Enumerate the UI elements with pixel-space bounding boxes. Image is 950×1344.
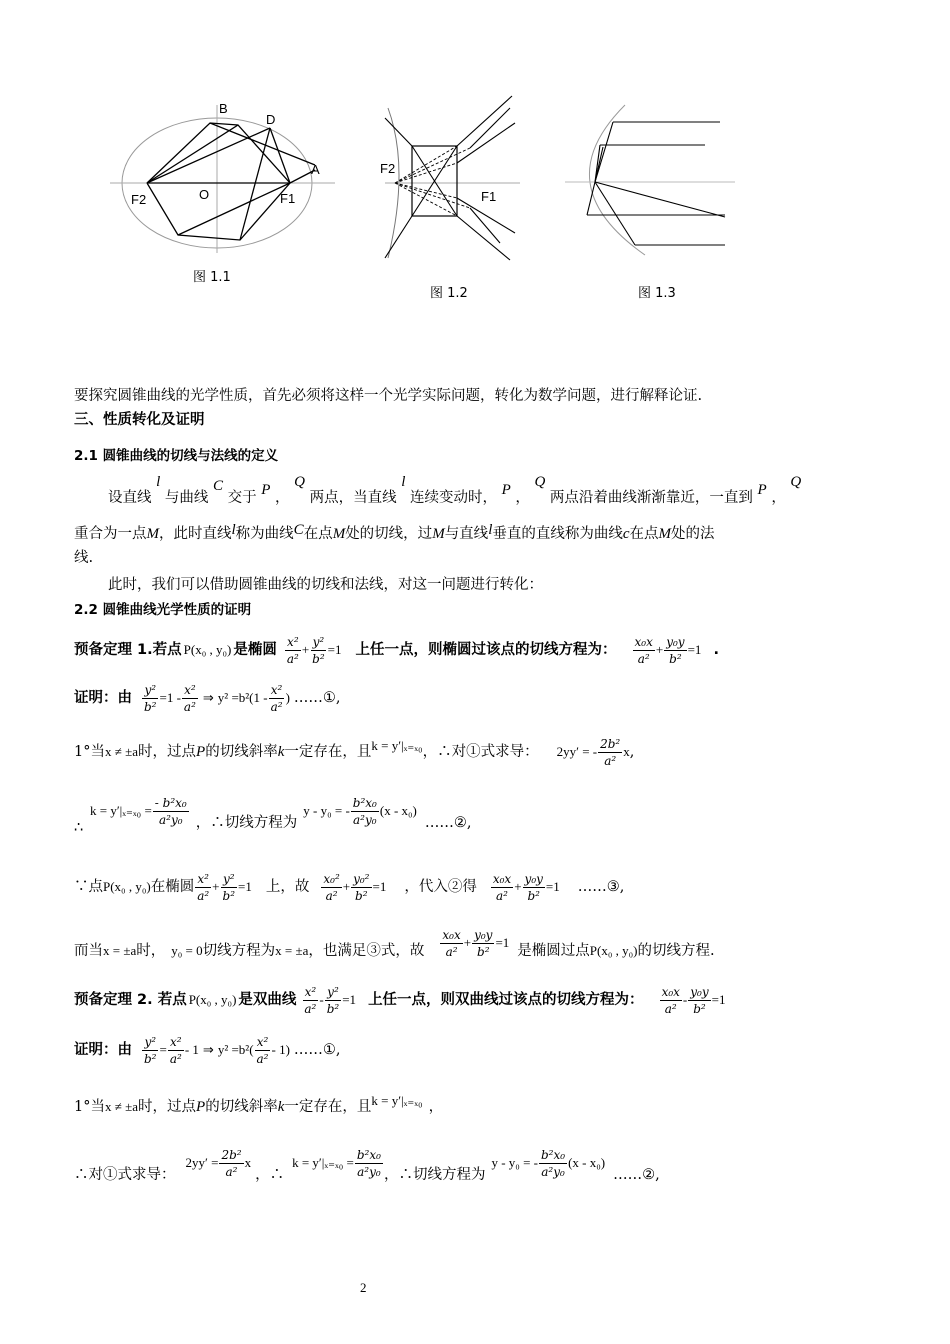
proof-1-line-5: 而当 x = ±a 时， y₀ = 0 切线方程为 x = ±a ，也满足③式，故 $\frac{\text{x₀x}}{\text{a²}}$ + $\frac{\text{y₀y}}{\text{b²}}$ =1 是椭圆过点 P(x₀ , y₀) 的切线方程. bbox=[74, 927, 715, 959]
proof-2-line-2: 1°当 x ≠ ±a 时，过点 P 的切线斜率 k 一定存在，且 k = y′|ₓ₌ₓ₀ ， bbox=[74, 1093, 444, 1115]
proof-1-line-2: 1°当 x ≠ ±a 时，过点 P 的切线斜率 k 一定存在，且 k = y′|ₓ₌ₓ₀ ，∴对①式求导： 2yy′ = - $\frac{\text{2b²}}{\text{a²}}$ x , bbox=[74, 736, 635, 768]
proof-1-line-4: ∵点 P(x₀ , y₀) 在椭圆 $\frac{\text{x²}}{\text{a²}}$ + $\frac{\text{y²}}{\text{b²}}$ =1 上，故 $\frac{\text{x₀²}}{\text{a²}}$ + $\frac{\text{y₀²}}{\text{b²}}$ =1 ，代入②得 $\frac{\text{x₀x}}{\text{a²}}$ + $\frac{\text{y₀y}}{\text{b²}}$ =1 ……③, bbox=[74, 871, 625, 903]
label-D: D bbox=[266, 112, 276, 127]
figure-hyperbola-diagram bbox=[380, 88, 530, 268]
intro-paragraph: 要探究圆锥曲线的光学性质，首先必须将这样一个光学实际问题，转化为数学问题，进行解释论证. bbox=[74, 388, 703, 404]
label-F1: F1 bbox=[280, 191, 296, 206]
label-A: A bbox=[311, 162, 320, 177]
lemma-1: 预备定理 1.若点 P(x₀ , y₀) 是椭圆 $\frac{\text{x²}}{\text{a²}}$ + $\frac{\text{y²}}{\text{b²}}$ =1 上任一点，则椭圆过该点的切线方程为： $\frac{\text{x₀x}}{\text{a²}}$ + $\frac{\text{y₀y}}{\text{b²}}$ =1 . bbox=[74, 634, 719, 666]
figure-1-3-caption: 图 1.3 bbox=[638, 286, 676, 301]
proof-1-line-1: 证明：由 $\frac{\text{y²}}{\text{b²}}$ =1 - $\frac{\text{x²}}{\text{a²}}$ ⇒ y² =b²(1 - $\frac{\text{x²}}{\text{a²}}$ ) ……①, bbox=[74, 682, 341, 714]
lemma-2: 预备定理 2. 若点 P(x₀ , y₀) 是双曲线 $\frac{\text{x²}}{\text{a²}}$ - $\frac{\text{y²}}{\text{b²}}$ =1 上任一点，则双曲线过该点的切线方程为： $\frac{\text{x₀x}}{\text{a²}}$ - $\frac{\text{y₀y}}{\text{b²}}$ =1 bbox=[74, 984, 726, 1016]
figure-1-1-caption: 图 1.1 bbox=[193, 270, 231, 285]
therefore-symbol: ∴ bbox=[74, 820, 84, 836]
label-F2-hyperbola: F2 bbox=[380, 161, 396, 176]
section-2-1-heading: 2.1 圆锥曲线的切线与法线的定义 bbox=[74, 448, 279, 464]
label-F2: F2 bbox=[131, 192, 147, 207]
proof-2-line-3: ∴对①式求导： 2yy′ = $\frac{\text{2b²}}{\text{a²}}$ x ，∴ k = y′|ₓ₌ₓ₀ = $\frac{\text{b²x₀}}{\text{a²y₀}}$ ，∴切线方程为 y - y₀ = - $\frac{\text{b²x₀}}{\text{a²y₀}}$ (x - x₀) ……②, bbox=[74, 1147, 660, 1183]
figure-parabola-diagram bbox=[565, 100, 735, 260]
proof-2-line-1: 证明：由 $\frac{\text{y²}}{\text{b²}}$ = $\frac{\text{x²}}{\text{a²}}$ - 1 ⇒ y² =b²( $\frac{\text{x²}}{\text{a²}}$ - 1) ……①, bbox=[74, 1034, 341, 1066]
definition-line-1: 设直线 l 与曲线 C 交于 P ， Q 两点，当直线 l 连续变动时， P ， Q 两点沿着曲线渐渐靠近，一直到 P ， Q bbox=[108, 474, 802, 506]
definition-line-3: 线. bbox=[74, 550, 94, 566]
section-2-2-heading: 2.2 圆锥曲线光学性质的证明 bbox=[74, 602, 252, 618]
proof-1-line-3: k = y′|ₓ₌ₓ₀ = $\frac{\text{- b²x₀}}{\text{a²y₀}}$ ，∴切线方程为 y - y₀ = - $\frac{\text{b²x₀}}{\text{a²y₀}}$ (x - x₀) ……②, bbox=[90, 795, 472, 831]
figure-ellipse-diagram bbox=[110, 95, 340, 255]
definition-line-2: 重合为一点M，此时直线l称为曲线C在点M处的切线，过M与直线l垂直的直线称为曲线c在点M处的法 bbox=[74, 522, 715, 542]
figure-1-2-caption: 图 1.2 bbox=[430, 286, 468, 301]
label-O: O bbox=[199, 187, 210, 202]
label-F1-hyperbola: F1 bbox=[481, 189, 497, 204]
page-number: 2 bbox=[360, 1280, 367, 1295]
transition-paragraph: 此时，我们可以借助圆锥曲线的切线和法线，对这一问题进行转化： bbox=[108, 577, 543, 593]
label-B: B bbox=[219, 101, 228, 116]
section-3-heading: 三、性质转化及证明 bbox=[74, 412, 205, 428]
